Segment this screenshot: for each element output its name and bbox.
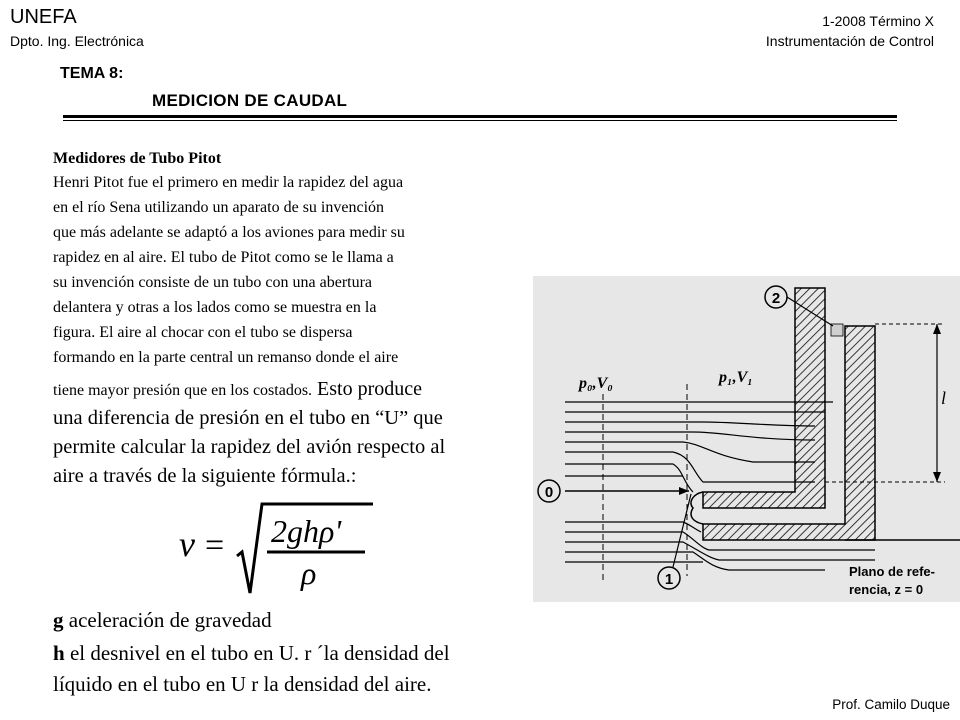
pitot-formula — [175, 498, 375, 598]
body-line: Henri Pitot fue el primero en medir la rapidez del agua — [53, 174, 404, 191]
course-name: Instrumentación de Control — [765, 33, 934, 49]
body-line-large: permite calcular la rapidez del avión respecto al — [53, 436, 446, 458]
figure-background — [533, 276, 960, 602]
label-p1-v1: p₁,V₁ — [719, 369, 753, 386]
body-line-large-part: Esto produce — [312, 378, 423, 400]
body-line: rapidez en al aire. El tubo de Pitot como se le llama a — [53, 249, 394, 266]
body-line-large: aire a través de la siguiente fórmula.: — [53, 465, 357, 487]
marker-0-label: 0 — [544, 484, 554, 501]
formula-numerator: 2ghρ' — [271, 513, 342, 549]
section-title: Medidores de Tubo Pitot — [53, 150, 222, 167]
legend-g-key: g — [53, 608, 64, 632]
author-name: Prof. Camilo Duque — [832, 697, 950, 712]
formula-denominator: ρ — [301, 555, 317, 591]
legend-h-text: el desnivel en el tubo en U. r ´la densidad del — [64, 641, 450, 665]
title-divider — [63, 115, 897, 118]
pitot-tube-figure — [533, 276, 960, 602]
term-label: 1-2008 Término X — [822, 13, 934, 29]
reference-plane-label-2: rencia, z = 0 — [849, 582, 924, 597]
body-line-small-part: tiene mayor presión que en los costados. — [53, 382, 313, 399]
body-line: su invención consiste de un tubo con una abertura — [53, 274, 373, 291]
body-line: que más adelante se adaptó a los aviones para medir su — [53, 224, 405, 241]
body-line-mixed — [53, 378, 422, 401]
body-line: formando en la parte central un remanso donde el aire — [53, 349, 399, 366]
department-name: Dpto. Ing. Electrónica — [10, 33, 144, 49]
marker-2-label: 2 — [771, 290, 781, 307]
title-divider-thin — [63, 120, 897, 121]
marker-1-label: 1 — [664, 571, 674, 588]
org-name: UNEFA — [10, 6, 77, 28]
legend-density: líquido en el tubo en U r la densidad del aire. — [53, 672, 432, 696]
body-line: figura. El aire al chocar con el tubo se dispersa — [53, 324, 353, 341]
height-label: l — [941, 388, 947, 408]
formula-equals-sign: = — [205, 527, 225, 564]
reference-plane-label-1: Plano de refe- — [849, 564, 935, 579]
topic-number: TEMA 8: — [60, 65, 124, 82]
topic-title: MEDICION DE CAUDAL — [152, 91, 348, 110]
legend-h-key: h — [53, 641, 65, 665]
legend-gravity — [53, 608, 272, 633]
body-line: delantera y otras a los lados como se muestra en la — [53, 299, 377, 316]
legend-height — [53, 641, 450, 666]
body-line-large: una diferencia de presión en el tubo en “U” que — [53, 407, 443, 429]
body-line: en el río Sena utilizando un aparato de su invención — [53, 199, 385, 216]
formula-velocity-symbol: v — [179, 524, 195, 564]
label-p0-v0: p₀,V₀ — [579, 375, 613, 392]
legend-g-text: aceleración de gravedad — [63, 608, 272, 632]
